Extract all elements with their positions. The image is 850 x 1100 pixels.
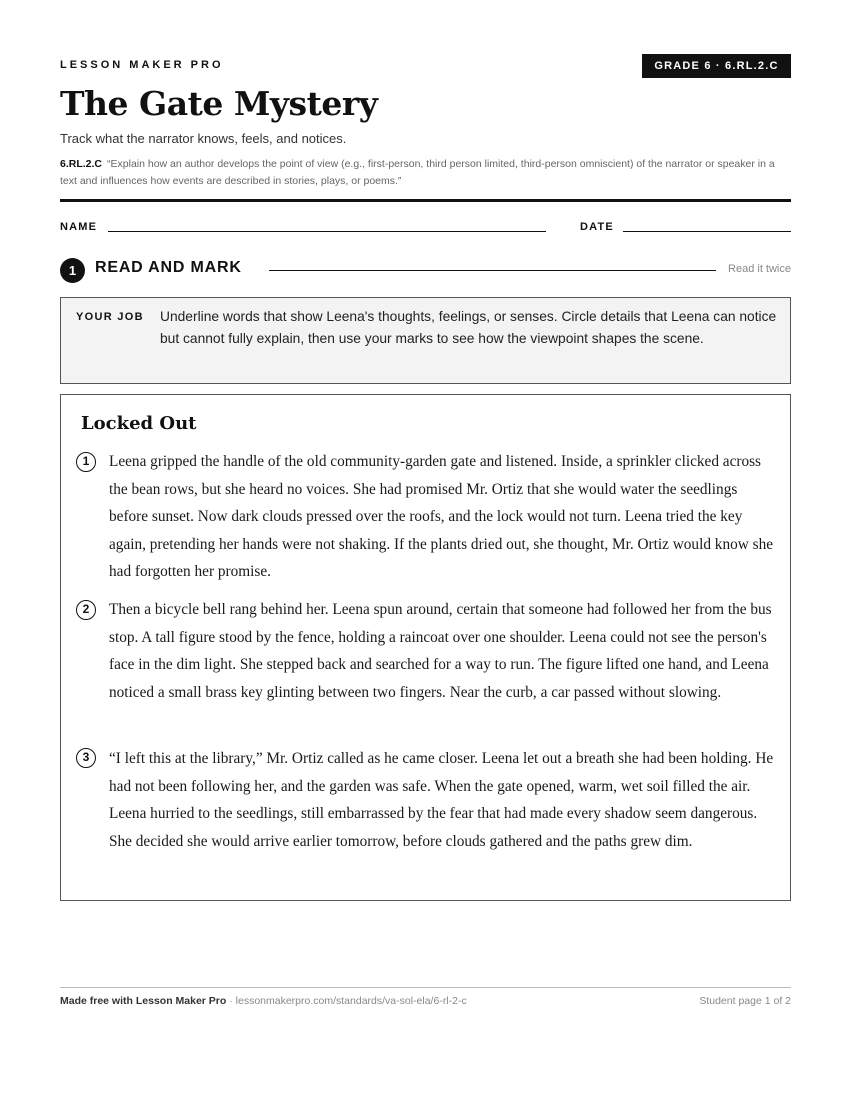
section-number-badge: 1 bbox=[60, 258, 85, 283]
name-field[interactable] bbox=[108, 231, 546, 232]
date-field[interactable] bbox=[623, 231, 791, 232]
standard-text: “Explain how an author develops the point of view (e.g., first-person, third person limited, third-person omniscient) of the narrator or speaker in a text and influences how events are described in stories, plays, or poems.” bbox=[60, 158, 775, 187]
section-title: READ AND MARK bbox=[95, 259, 242, 276]
standard-code: 6.RL.2.C bbox=[60, 158, 103, 170]
instructions-text: Underline words that show Leena's thoughts, feelings, or senses. Circle details that Leena can notice but cannot fully explain, then use your marks to see how the viewpoint shapes the scene. bbox=[160, 309, 777, 346]
page-title: The Gate Mystery bbox=[60, 84, 378, 123]
name-label: NAME bbox=[60, 221, 98, 233]
story-passage bbox=[60, 394, 791, 901]
story-title: Locked Out bbox=[81, 413, 197, 434]
footer-made-with: Made free with Lesson Maker Pro bbox=[60, 995, 227, 1007]
footer-divider bbox=[60, 987, 791, 988]
footer-page-number: Student page 1 of 2 bbox=[699, 995, 791, 1007]
story-paragraph: Leena gripped the handle of the old community-garden gate and listened. Inside, a sprinkler clicked across the bean rows, but she heard no voices. She had promised Mr. Ortiz that she would water the seedlings before sunset. Now dark clouds pressed over the roofs, and the lock would not turn. Leena tried the key again, pretending her hands were not shaking. If the plants dried out, she thought, Mr. Ortiz would know she had forgotten her promise. bbox=[109, 453, 774, 581]
grade-badge: GRADE 6 · 6.RL.2.C bbox=[642, 54, 791, 78]
header-divider bbox=[60, 199, 791, 202]
brand-name: LESSON MAKER PRO bbox=[60, 59, 224, 71]
page-subtitle: Track what the narrator knows, feels, and notices. bbox=[60, 131, 347, 146]
standard-description bbox=[60, 156, 791, 190]
story-paragraph: Then a bicycle bell rang behind her. Leena spun around, certain that someone had followed her from the bus stop. A tall figure stood by the fence, holding a raincoat over one shoulder. Leena could not see the person's face in the dim light. She stepped back and searched for a way to run. The figure lifted one hand, and Leena noticed a small brass key glinting between two fingers. Near the curb, a car passed without slowing. bbox=[109, 601, 772, 701]
paragraph-number: 3 bbox=[76, 748, 96, 768]
paragraph-number: 2 bbox=[76, 600, 96, 620]
date-label: DATE bbox=[580, 221, 614, 233]
instructions-label: YOUR JOB bbox=[76, 311, 144, 323]
paragraph-number: 1 bbox=[76, 452, 96, 472]
instructions-box bbox=[60, 297, 791, 384]
footer-url[interactable]: · lessonmakerpro.com/standards/va-sol-ela/6-rl-2-c bbox=[226, 995, 467, 1007]
story-paragraph: “I left this at the library,” Mr. Ortiz called as he came closer. Leena let out a breath she had been holding. He had not been following her, and the garden was safe. When the gate opened, warm, wet soil filled the air. Leena hurried to the seedlings, still embarrassed by the fear that had made every shadow seem dangerous. She decided she would arrive earlier tomorrow, before clouds gathered and the paths grew dim. bbox=[109, 750, 774, 850]
footer-credit bbox=[60, 995, 467, 1007]
section-divider bbox=[269, 270, 716, 271]
section-note: Read it twice bbox=[728, 263, 791, 275]
